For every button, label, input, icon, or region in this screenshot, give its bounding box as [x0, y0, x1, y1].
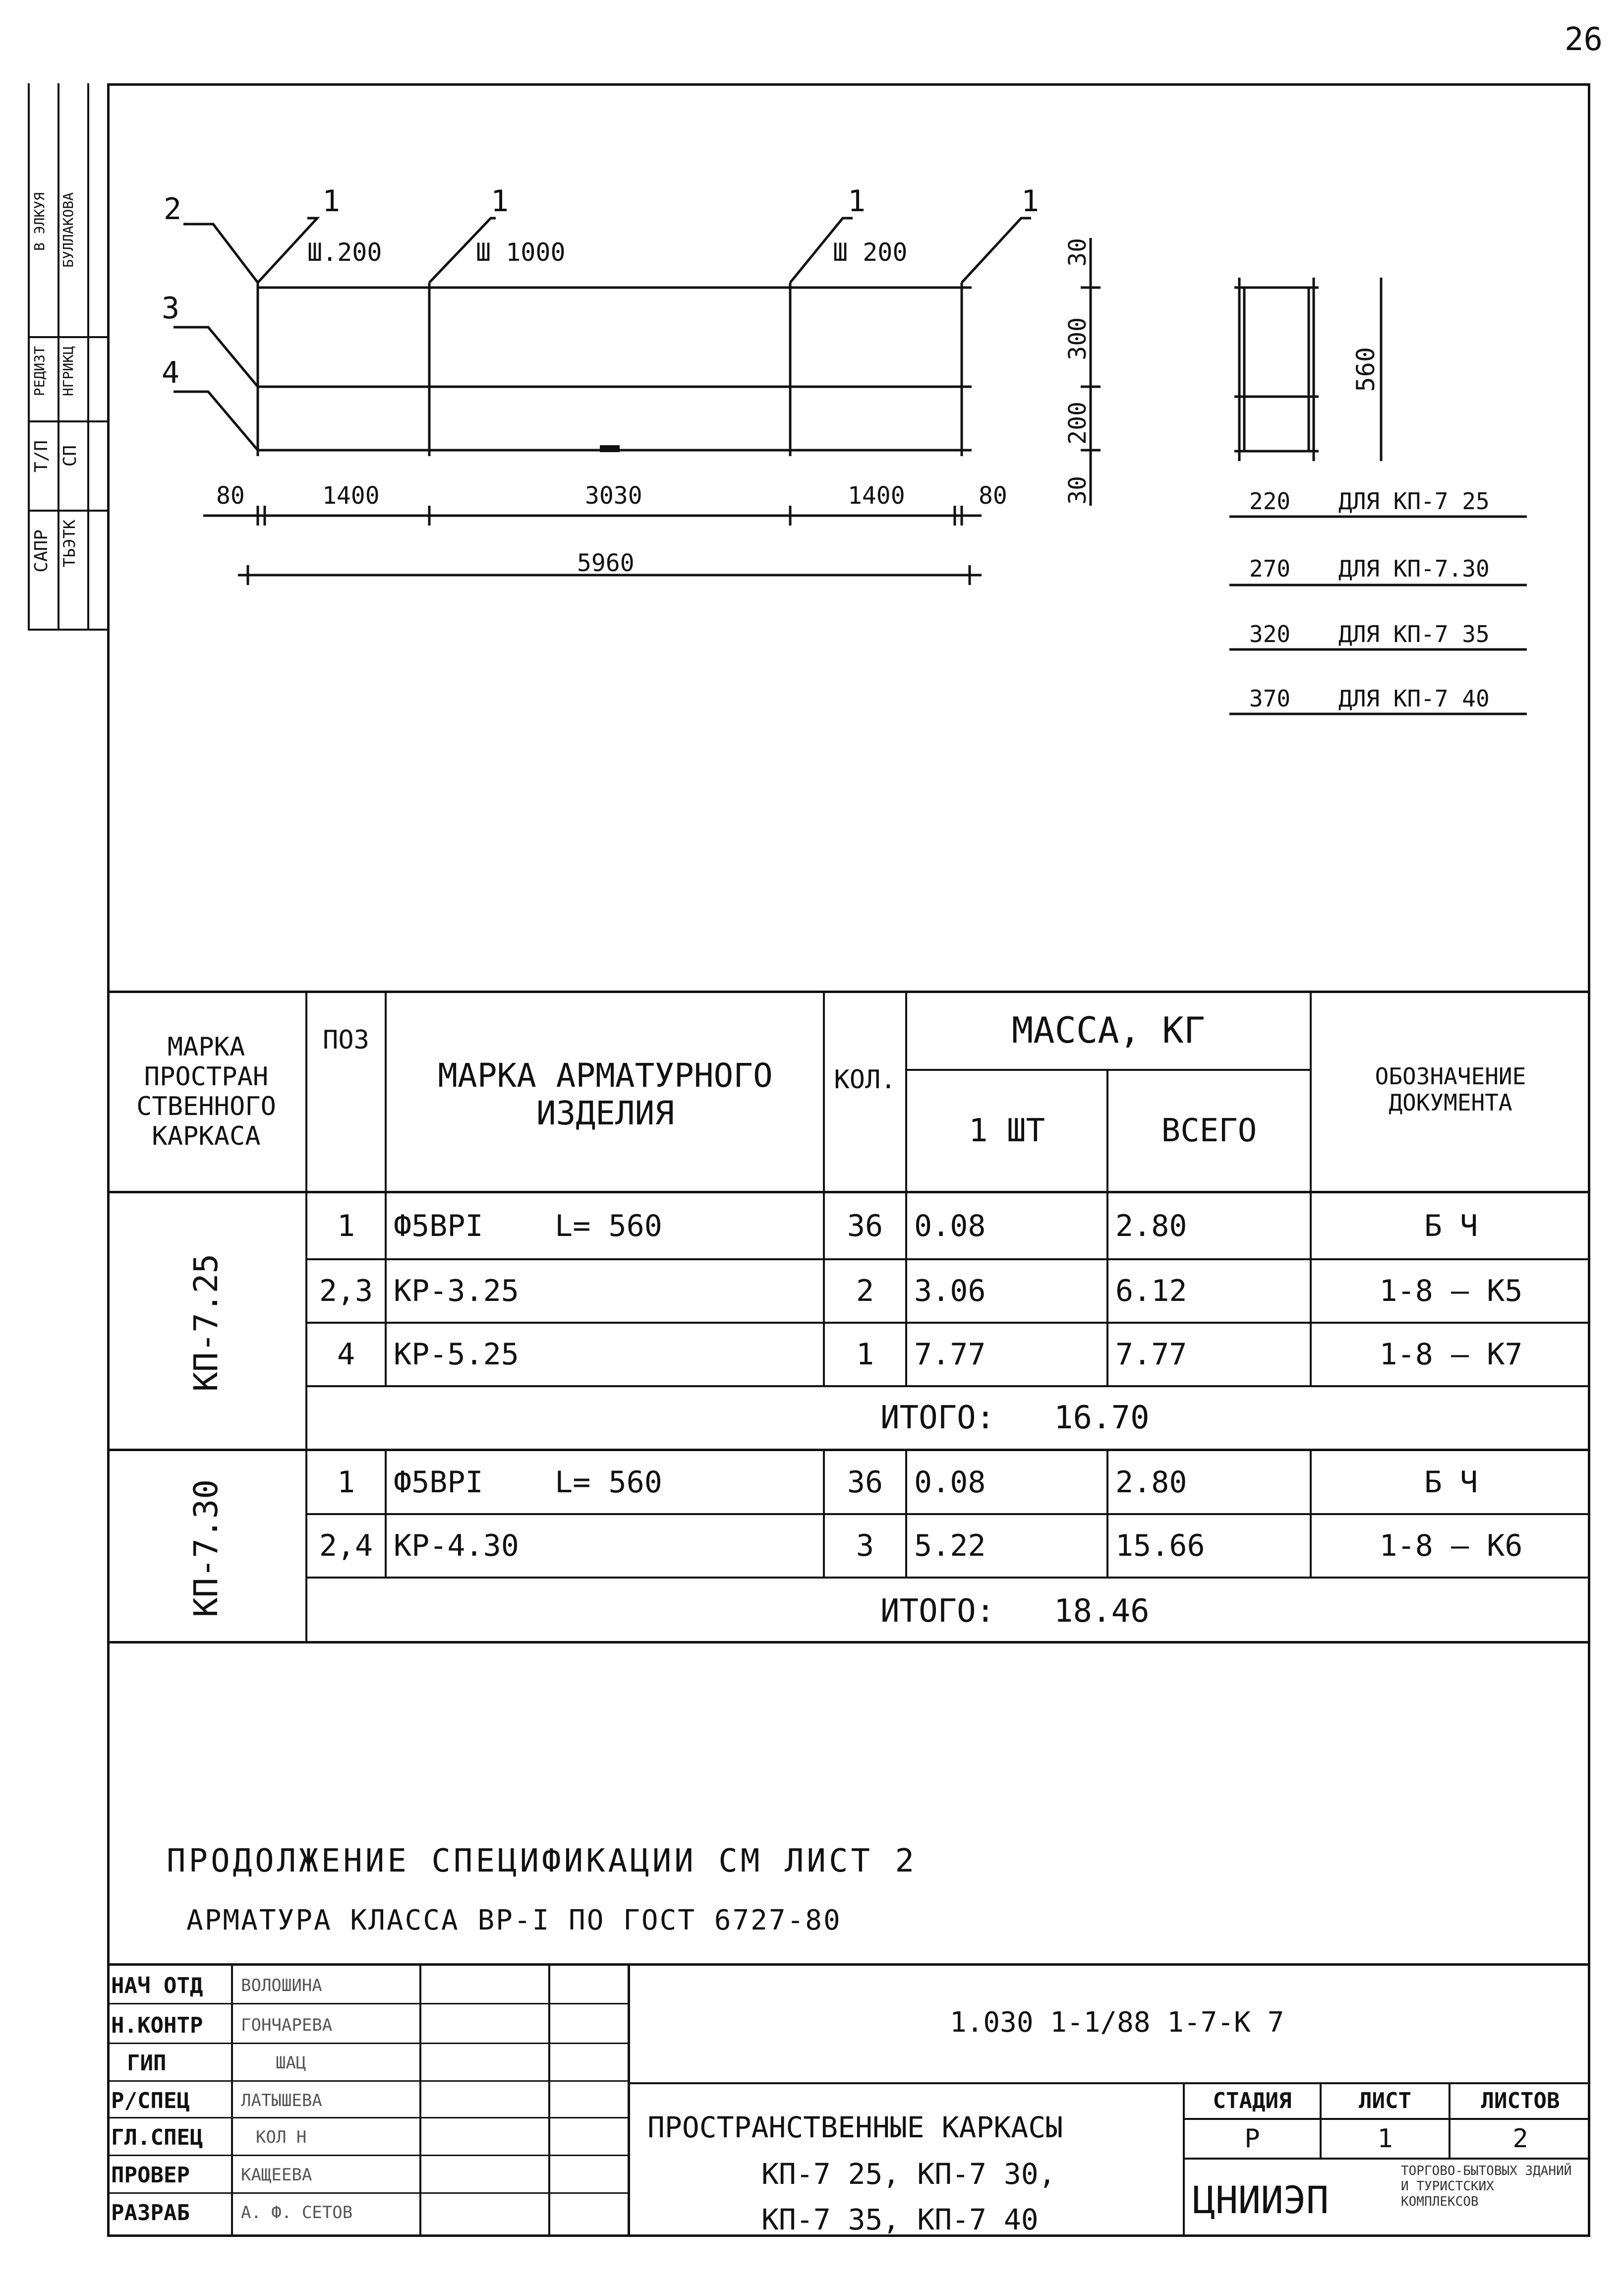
row-mass-one: 3.06	[914, 1274, 986, 1308]
row-qty: 1	[856, 1337, 874, 1372]
group-total-label: ИТОГО:	[880, 1400, 995, 1436]
callout-label: 1	[322, 184, 341, 219]
stage-label: СТАДИЯ	[1213, 2088, 1292, 2113]
dim-label: 1400	[322, 482, 380, 510]
role-label: РАЗРАБ	[111, 2200, 190, 2226]
person-name: ВОЛОШИНА	[241, 1976, 322, 1995]
vertical-dim-label: 30	[1064, 238, 1092, 267]
row-pos: 1	[337, 1208, 355, 1243]
vertical-dim-label: 200	[1064, 402, 1092, 445]
role-label: Р/СПЕЦ	[111, 2088, 190, 2113]
title-line-3: КП-7 35, КП-7 40	[761, 2203, 1039, 2236]
sheets-label: ЛИСТОВ	[1481, 2088, 1560, 2113]
spacing-label: Ш 1000	[476, 238, 566, 267]
stamp-label: РЕДИЗТ	[31, 346, 48, 397]
role-label: НАЧ ОТД	[111, 1973, 203, 1998]
header-mass-one: 1 ШТ	[968, 1113, 1045, 1149]
stage-value: Р	[1244, 2124, 1260, 2154]
width-variant: 370	[1249, 685, 1291, 712]
row-pos: 4	[337, 1337, 355, 1372]
spacing-label: Ш 200	[833, 238, 908, 267]
person-name: КОЛ Н	[256, 2127, 307, 2147]
role-label: ГИП	[127, 2051, 167, 2076]
spacing-label: Ш.200	[307, 238, 382, 267]
header-mark-item: МАРКА АРМАТУРНОГО ИЗДЕЛИЯ	[438, 1056, 773, 1132]
callout-label: 1	[848, 184, 866, 219]
header-doc: ОБОЗНАЧЕНИЕ ДОКУМЕНТА	[1375, 1063, 1526, 1116]
person-name: ЛАТЫШЕВА	[241, 2091, 322, 2111]
row-doc: 1-8 — К5	[1379, 1274, 1523, 1308]
header-mass-total: ВСЕГО	[1161, 1113, 1257, 1149]
stamp-label: Т/П	[31, 440, 52, 473]
row-qty: 36	[847, 1465, 883, 1500]
dim-label: 3030	[585, 482, 642, 510]
sheet-value: 1	[1377, 2124, 1393, 2154]
group-total-value: 16.70	[1054, 1400, 1150, 1436]
width-variant: 270	[1249, 555, 1291, 582]
width-variant: 320	[1249, 621, 1291, 647]
group-mark: КП-7.30	[187, 1479, 225, 1618]
width-variant-note: ДЛЯ КП-7 35	[1338, 621, 1490, 647]
row-qty: 36	[847, 1208, 883, 1243]
row-doc: Б Ч	[1424, 1208, 1478, 1243]
callout-label: 1	[491, 184, 509, 219]
organization-note: ТОРГОВО-БЫТОВЫХ ЗДАНИЙ И ТУРИСТСКИХ КОМПЛЕКСОВ	[1401, 2164, 1572, 2210]
row-pos: 2,3	[319, 1274, 373, 1308]
row-pos: 1	[337, 1465, 355, 1500]
header-qty: КОЛ.	[834, 1065, 896, 1095]
row-doc: Б Ч	[1424, 1465, 1478, 1500]
header-mark-space: МАРКА ПРОСТРАН СТВЕННОГО КАРКАСА	[136, 1032, 276, 1151]
header-pos: ПОЗ	[323, 1025, 369, 1055]
width-variant-note: ДЛЯ КП-7 25	[1338, 488, 1490, 515]
role-label: Н.КОНТР	[111, 2013, 203, 2038]
stamp-label: В ЭЛКУЯ	[31, 192, 48, 251]
row-mass-total: 7.77	[1115, 1337, 1187, 1372]
vertical-dim-label: 30	[1064, 476, 1092, 505]
title-block	[107, 1963, 1590, 2237]
dim-label: 80	[216, 482, 245, 510]
row-mass-total: 2.80	[1115, 1465, 1187, 1500]
sheet-label: ЛИСТ	[1359, 2088, 1411, 2113]
width-variant-note: ДЛЯ КП-7.30	[1338, 555, 1490, 582]
title-line-1: ПРОСТРАНСТВЕННЫЕ КАРКАСЫ	[647, 2111, 1063, 2144]
callout-label: 4	[162, 355, 180, 390]
callout-label: 1	[1021, 184, 1040, 219]
callout-label: 3	[162, 291, 180, 326]
row-mass-total: 2.80	[1115, 1208, 1187, 1243]
group-total-value: 18.46	[1054, 1593, 1150, 1630]
stamp-value: ТЬЭТК	[60, 520, 79, 568]
vertical-dim-label: 300	[1064, 317, 1092, 360]
stamp-label: САПР	[31, 529, 52, 573]
total-dim-label: 5960	[577, 549, 635, 577]
spec-table	[107, 991, 1590, 1644]
header-mass: МАССА, КГ	[1011, 1009, 1206, 1051]
row-doc: 1-8 — К6	[1379, 1528, 1523, 1563]
organization-name: ЦНИИЭП	[1193, 2178, 1329, 2222]
row-mass-one: 5.22	[914, 1528, 986, 1563]
page-number: 26	[1565, 21, 1603, 58]
row-mass-total: 6.12	[1115, 1274, 1187, 1308]
reinforcement-note: АРМАТУРА КЛАССА ВР-I ПО ГОСТ 6727-80	[186, 1904, 842, 1936]
stamp-value: СП	[60, 445, 80, 467]
row-item: КР-4.30	[394, 1528, 519, 1563]
row-item: КР-5.25	[394, 1337, 519, 1372]
role-label: ПРОВЕР	[111, 2163, 190, 2188]
row-pos: 2,4	[319, 1528, 373, 1563]
document-code: 1.030 1-1/88 1-7-К 7	[950, 2006, 1284, 2039]
row-mass-total: 15.66	[1115, 1528, 1205, 1563]
stamp-value: БУЛЛАКОВА	[60, 192, 76, 268]
row-item: Ф5ВРI L= 560	[394, 1208, 662, 1243]
width-variant-note: ДЛЯ КП-7 40	[1338, 685, 1490, 712]
row-mass-one: 0.08	[914, 1465, 986, 1500]
person-name: ШАЦ	[276, 2053, 306, 2073]
width-variant: 220	[1249, 488, 1291, 515]
continuation-note: ПРОДОЛЖЕНИЕ СПЕЦИФИКАЦИИ СМ ЛИСТ 2	[167, 1843, 918, 1879]
role-label: ГЛ.СПЕЦ	[111, 2125, 203, 2150]
callout-label: 2	[164, 192, 182, 227]
row-item: Ф5ВРI L= 560	[394, 1465, 662, 1500]
person-name: ГОНЧАРЕВА	[241, 2015, 333, 2035]
section-height-label: 560	[1351, 347, 1380, 392]
row-mass-one: 7.77	[914, 1337, 986, 1372]
sheets-value: 2	[1512, 2124, 1528, 2154]
dim-label: 80	[979, 482, 1007, 510]
row-qty: 3	[856, 1528, 874, 1563]
dim-label: 1400	[848, 482, 905, 510]
group-total-label: ИТОГО:	[880, 1593, 995, 1630]
title-line-2: КП-7 25, КП-7 30,	[761, 2157, 1056, 2191]
group-mark: КП-7.25	[187, 1253, 225, 1392]
person-name: А. Ф. СЕТОВ	[241, 2203, 353, 2223]
row-item: КР-3.25	[394, 1274, 519, 1308]
row-doc: 1-8 — К7	[1379, 1337, 1523, 1372]
person-name: КАЩЕЕВА	[241, 2165, 312, 2185]
row-mass-one: 0.08	[914, 1208, 986, 1243]
row-qty: 2	[856, 1274, 874, 1308]
stamp-value: НГРИКЦ	[60, 346, 76, 397]
